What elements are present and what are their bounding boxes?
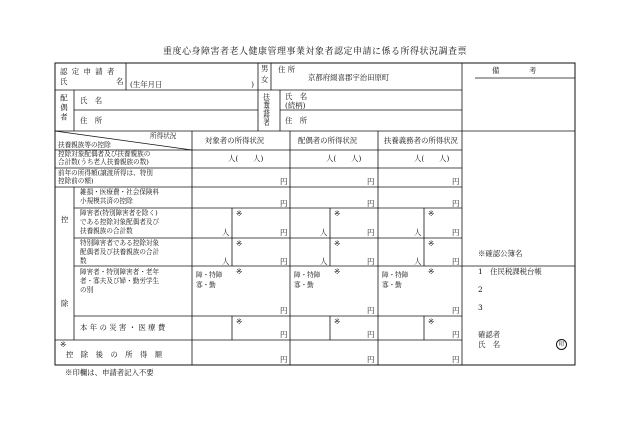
social-ins-label-2: 小規模共済の控除 (80, 197, 133, 205)
target-disabled-mark: ※ (236, 209, 243, 218)
spouse-disaster-mark: ※ (334, 317, 341, 326)
spouse-self-mark: ※ (334, 267, 341, 276)
supporter-relation-label: (続柄) (285, 101, 306, 110)
male-label: 男 (261, 64, 269, 73)
dependents-deductions-header: 扶養親族等の控除 (58, 141, 111, 149)
remarks-header: 備 考 (492, 66, 537, 75)
supporter-disabled-mark: ※ (428, 209, 435, 218)
supporter-disaster-yen[interactable]: 円 (452, 330, 460, 339)
confirm-books-label: ※確認公簿名 (478, 249, 523, 258)
confirmer-name-label: 氏 名 (478, 340, 501, 349)
supporter-self-options-1[interactable]: 障・特障 (382, 271, 409, 279)
target-special-persons[interactable]: 人 (222, 257, 230, 266)
address-label: 住 所 (278, 65, 296, 74)
footnote: ※印欄は、申請者記入不要 (65, 368, 154, 377)
self-class-label-1: 障害者・特別障害者・老年 (80, 268, 160, 276)
supporter-disabled-persons[interactable]: 人 (414, 228, 422, 237)
seal-mark: 印 (556, 339, 567, 350)
spouse-special-persons[interactable]: 人 (320, 257, 328, 266)
target-special-yen[interactable]: 円 (280, 257, 288, 266)
special-label-1: 特別障害者である控除対象 (80, 239, 160, 247)
spouse-disabled-persons[interactable]: 人 (320, 228, 328, 237)
target-prev-income-yen[interactable]: 円 (280, 177, 288, 186)
confirmer-label: 確認者 (478, 330, 501, 339)
prev-income-label-2: 控除前の額) (58, 177, 94, 185)
supporter-social-ins-yen[interactable]: 円 (452, 199, 460, 208)
self-class-label-3: の別 (80, 286, 94, 294)
name-label-shi: 氏 (60, 77, 68, 86)
target-disaster-mark: ※ (236, 317, 243, 326)
disabled-label-2: である控除対象配偶者及び (80, 218, 160, 226)
target-disabled-yen[interactable]: 円 (280, 228, 288, 237)
name-label-mei: 名 (116, 77, 124, 86)
disabled-label-3: 扶養親族の合計数 (80, 227, 133, 235)
supporter-self-options-2[interactable]: 寡・勤 (382, 281, 402, 289)
target-income-header: 対象者の所得状況 (205, 136, 265, 145)
deduction-side-bottom: 除 (61, 299, 69, 308)
supporter-label: 扶養義務者 (261, 93, 270, 126)
target-disabled-persons[interactable]: 人 (222, 228, 230, 237)
female-label: 女 (261, 75, 269, 84)
social-ins-label-1: 雑損・医療費・社会保険料 (80, 188, 160, 196)
special-label-2: 配偶者及び扶養親族の合計 (80, 248, 160, 256)
target-social-ins-yen[interactable]: 円 (280, 199, 288, 208)
spouse-special-mark: ※ (334, 239, 341, 248)
disaster-label: 本 年 の 災 害 ・ 医 療 費 (80, 323, 166, 332)
supporter-special-mark: ※ (428, 239, 435, 248)
applicant-label: 認 定 申 請 者 (60, 67, 116, 76)
target-disaster-yen[interactable]: 円 (280, 330, 288, 339)
supporter-disabled-yen[interactable]: 円 (452, 228, 460, 237)
spouse-self-options-1[interactable]: 障・特障 (294, 271, 321, 279)
supporter-address-label: 住 所 (285, 116, 308, 125)
spouse-prev-income-yen[interactable]: 円 (367, 177, 375, 186)
target-self-options-2[interactable]: 寡・勤 (196, 281, 216, 289)
target-after-yen[interactable]: 円 (280, 355, 288, 364)
form-title: 重度心身障害者老人健康管理事業対象者認定申請に係る所得状況調査票 (162, 47, 467, 57)
deduction-side-top: 控 (61, 215, 69, 224)
spouse-name-label: 氏 名 (80, 96, 103, 105)
target-self-yen[interactable]: 円 (280, 306, 288, 315)
prev-income-label-1: 前年の所得額(譲渡所得は、特別 (58, 169, 153, 177)
spouse-disaster-yen[interactable]: 円 (367, 330, 375, 339)
supporter-self-yen[interactable]: 円 (452, 306, 460, 315)
spouse-label: 配偶者 (59, 94, 69, 123)
after-deduction-label: 控 除 後 の 所 得 額 (66, 350, 163, 359)
dependents-count-label-2: 合計数(うち老人扶養親族の数) (58, 158, 149, 166)
spouse-address-label: 住 所 (80, 116, 103, 125)
spouse-disabled-yen[interactable]: 円 (367, 228, 375, 237)
supporter-prev-income-yen[interactable]: 円 (452, 177, 460, 186)
income-status-header: 所得状況 (150, 132, 177, 140)
dependents-count-label-1: 控除対象配偶者及び扶養親族の (58, 150, 151, 158)
disabled-label-1: 障害者(特別障害者を除く) (80, 209, 158, 217)
spouse-disabled-mark: ※ (334, 209, 341, 218)
supporter-self-mark: ※ (428, 267, 435, 276)
birthdate-field[interactable]: (生年月日 ) (130, 80, 255, 89)
address-value: 京都府綴喜郡宇治田原町 (308, 73, 390, 82)
target-dependents-value[interactable]: 人( 人) (228, 154, 264, 163)
supporter-name-label: 氏 名 (285, 92, 308, 101)
supporter-after-yen[interactable]: 円 (452, 355, 460, 364)
spouse-special-yen[interactable]: 円 (367, 257, 375, 266)
supporter-disaster-mark: ※ (428, 317, 435, 326)
spouse-dependents-value[interactable]: 人( 人) (326, 154, 362, 163)
self-class-label-2: 者・寡夫及び婦・勤労学生 (80, 277, 160, 285)
spouse-after-yen[interactable]: 円 (367, 355, 375, 364)
spouse-social-ins-yen[interactable]: 円 (367, 199, 375, 208)
spouse-self-yen[interactable]: 円 (367, 306, 375, 315)
spouse-income-header: 配偶者の所得状況 (298, 136, 358, 145)
supporter-dependents-value[interactable]: 人( 人) (414, 154, 450, 163)
supporter-special-persons[interactable]: 人 (414, 257, 422, 266)
special-label-3: 数 (80, 257, 87, 265)
supporter-income-header: 扶養義務者の所得状況 (384, 136, 458, 145)
after-deduction-mark: ※ (60, 340, 67, 349)
confirm-book-item-2: 2 (478, 285, 483, 294)
target-self-options-1[interactable]: 障・特障 (196, 271, 223, 279)
confirm-book-item-1: 1 住民税課税台帳 (478, 267, 542, 276)
spouse-self-options-2[interactable]: 寡・勤 (294, 281, 314, 289)
target-self-mark: ※ (236, 267, 243, 276)
confirm-book-item-3: 3 (478, 303, 483, 312)
supporter-special-yen[interactable]: 円 (452, 257, 460, 266)
target-special-mark: ※ (236, 239, 243, 248)
